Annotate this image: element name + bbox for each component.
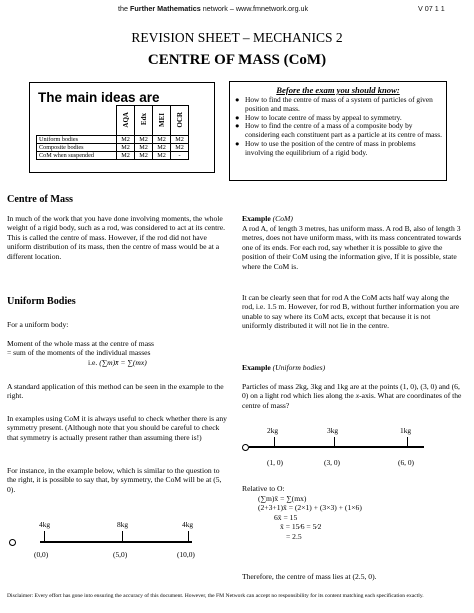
working-line: = 2.5 — [286, 531, 302, 541]
particles-rod-diagram — [242, 426, 462, 474]
coordinate-label: (1, 0) — [267, 458, 284, 467]
page-subtitle: CENTRE OF MASS (CoM) — [147, 52, 327, 68]
col-ocr: OCR — [171, 106, 189, 136]
coordinate-label: (3, 0) — [324, 458, 341, 467]
list-item: ● How to use the position of the centre of mass in problems involving the equilibrium of a rigid body. — [235, 138, 416, 157]
disclaimer: Disclaimer: Every effort has gone into ensuring the accuracy of this document. However, the FM Network can accept no responsibility for its content matching each specification exactly. — [7, 593, 424, 599]
instance-paragraph: For instance, in the example below, which is similar to the question to the right, it is possible to say that, by symmetry, the CoM will be at (5, 0). — [7, 466, 222, 494]
working-line: (∑m)x̄ = ∑(mx) — [258, 494, 307, 503]
header-prefix: the — [118, 4, 130, 13]
col-mei: MEI — [153, 106, 171, 136]
mass-label: 1kg — [400, 426, 412, 435]
coordinate-label: (0,0) — [34, 550, 49, 559]
uniform-bodies-heading: Uniform Bodies — [7, 296, 76, 307]
list-item: ● How to find the centre of a mass of a composite body by considering each constituent part as a particle at its centre of mass. — [235, 121, 443, 140]
symmetric-rod-diagram — [7, 520, 227, 570]
mass-label: 8kg — [117, 520, 129, 529]
moment-statement: Moment of the whole mass at the centre of mass = sum of the moments of the individual masses — [7, 339, 154, 358]
working-steps — [256, 494, 456, 541]
bullet-icon: ● — [235, 121, 240, 131]
working-line: 6x̄ = 15 — [274, 512, 298, 522]
main-ideas-table — [36, 105, 189, 160]
bullet-icon: ● — [235, 112, 240, 122]
checklist-heading: Before the exam you should know: — [276, 85, 400, 95]
example-uniform-label: Example (Uniform bodies) — [242, 363, 326, 372]
example-com-label: Example (CoM) — [242, 214, 293, 223]
col-edx: Edx — [135, 106, 153, 136]
header-suffix: network – www.fmnetwork.org.uk — [200, 4, 309, 13]
network-header — [118, 4, 308, 13]
list-item: ● How to find the centre of mass of a system of particles of given position and mass. — [235, 95, 433, 113]
version-label: V 07 1 1 — [418, 4, 445, 13]
header-brand: Further Mathematics — [130, 4, 201, 13]
main-ideas-box — [29, 82, 215, 173]
coordinate-label: (5,0) — [113, 550, 128, 559]
centre-of-mass-paragraph: In much of the work that you have done involving moments, the whole weight of a rigid body, such as a rod, was considered to act at its centre. This is called the centre of mass. However, if the rod did not have uniform distribution of its mass, then the centre of mass would be at a different location. — [7, 214, 225, 261]
relative-label: Relative to O: — [242, 484, 285, 493]
page-title: REVISION SHEET – MECHANICS 2 — [131, 30, 343, 45]
bullet-icon: ● — [235, 95, 240, 104]
working-line: (2+3+1)x̄ = (2×1) + (3×3) + (1×6) — [258, 503, 362, 513]
centre-of-mass-heading: Centre of Mass — [7, 194, 74, 205]
symmetry-paragraph: In examples using CoM it is always useful to check whether there is any symmetry present. (Although note that you should be careful to check that symmetry is actually present rather than assuming there is!) — [7, 414, 227, 442]
main-ideas-heading: The main ideas are — [38, 90, 160, 105]
mass-marker — [122, 531, 123, 541]
conclusion: Therefore, the centre of mass lies at (2.5, 0). — [242, 572, 377, 581]
mass-label: 3kg — [327, 426, 339, 435]
mass-marker — [188, 531, 189, 541]
table-row: Composite bodies M2 M2 M2 M2 — [37, 144, 189, 152]
origin-marker-icon — [9, 539, 16, 546]
example-uniform-text: Particles of mass 2kg, 3kg and 1kg are at the points (1, 0), (3, 0) and (6, 0) on a light rod which lies along the x-axis. What are coordinates of the centre of mass? — [242, 382, 462, 410]
exam-checklist-box — [229, 81, 447, 181]
mass-marker — [44, 531, 45, 541]
mass-label: 4kg — [182, 520, 194, 529]
mass-label: 2kg — [267, 426, 279, 435]
table-row: CoM when suspended M2 M2 M2 - — [37, 152, 189, 160]
coordinate-label: (10,0) — [177, 550, 195, 559]
origin-marker-icon — [242, 444, 249, 451]
bullet-icon: ● — [235, 138, 240, 148]
col-aqa: AQA — [117, 106, 135, 136]
checklist — [233, 96, 443, 158]
coordinate-label: (6, 0) — [398, 458, 415, 467]
rod — [249, 446, 424, 448]
rod — [40, 541, 192, 543]
table-row: Uniform bodies M2 M2 M2 M2 — [37, 136, 189, 144]
uniform-body-intro: For a uniform body: — [7, 320, 69, 329]
list-item: ● How to locate centre of mass by appeal to symmetry. — [235, 112, 402, 122]
mass-label: 4kg — [39, 520, 51, 529]
example-com-text: A rod A, of length 3 metres, has uniform mass. A rod B, also of length 3 metres, does not have uniform mass, with its mass concentrated towards one of its ends. For each rod, say whether it is possible to give the position of their CoM using the information give, If it is possible, state where the CoM is. — [242, 224, 462, 271]
example-com-answer: It can be clearly seen that for rod A the CoM acts half way along the rod, i.e. 1.5 m. However, for rod B, without further information you are unable to say where its CoM acts, except that because it is not uniformly distributed it will not lie in the centre. — [242, 293, 460, 331]
working-line: x̄ = 15⁄6 = 5⁄2 — [280, 522, 322, 532]
standard-application-paragraph: A standard application of this method can be seen in the example to the right. — [7, 382, 224, 401]
moment-formula: i.e. (∑m)x̄ = ∑(mx) — [88, 358, 147, 367]
